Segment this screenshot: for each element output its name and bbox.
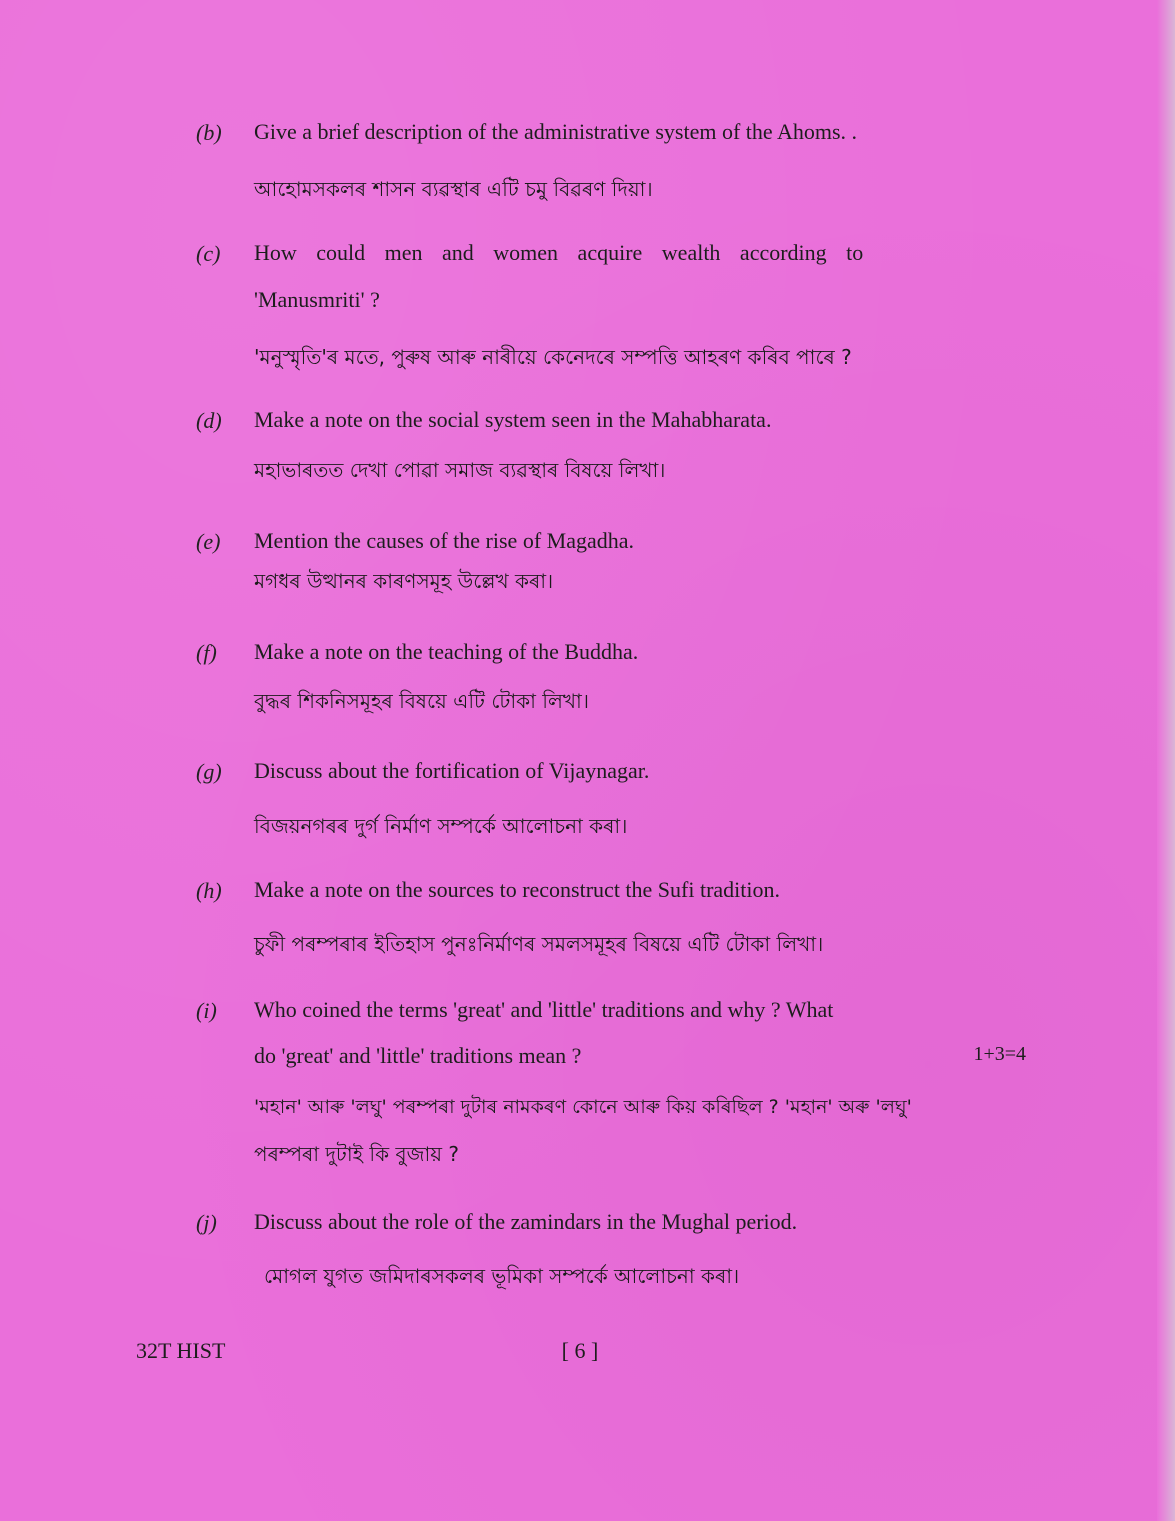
question-text-en: How could men and women acquire wealth according to xyxy=(254,240,864,265)
question-text-en: Make a note on the sources to reconstruct the Sufi tradition. xyxy=(254,877,781,902)
paper-edge xyxy=(1157,0,1175,1521)
question-text-bn: মহাভাৰতত দেখা পোৱা সমাজ ব্যৱস্থাৰ বিষয়ে লিখা। xyxy=(254,458,666,482)
question-label: (c) xyxy=(196,241,221,266)
question-text-bn: আহোমসকলৰ শাসন ব্যৱস্থাৰ এটি চমু বিৱৰণ দিয়া। xyxy=(254,177,653,201)
question-text-en-cont: 'Manusmriti' ? xyxy=(254,287,380,312)
question-text-bn: বুদ্ধৰ শিকনিসমূহৰ বিষয়ে এটি টোকা লিখা। xyxy=(254,689,589,713)
question-label: (j) xyxy=(196,1210,217,1235)
question-text-en: Discuss about the role of the zamindars in the Mughal period. xyxy=(254,1209,798,1234)
question-text-en: Discuss about the fortification of Vijaynagar. xyxy=(254,758,650,783)
question-label: (b) xyxy=(196,120,222,145)
question-text-en: Who coined the terms 'great' and 'little' traditions and why ? What xyxy=(254,997,834,1022)
question-text-en: Mention the causes of the rise of Magadha. xyxy=(254,528,634,553)
paper-code: 32T HIST xyxy=(136,1338,226,1363)
question-label: (d) xyxy=(196,408,222,433)
question-text-bn: 'মনুস্মৃতি'ৰ মতে, পুৰুষ আৰু নাৰীয়ে কেনেদৰে সম্পত্তি আহৰণ কৰিব পাৰে ? xyxy=(254,345,852,369)
question-text-en: Make a note on the teaching of the Buddha. xyxy=(254,639,639,664)
question-label: (f) xyxy=(196,640,217,665)
page-number: [ 6 ] xyxy=(561,1338,599,1363)
question-label: (i) xyxy=(196,998,217,1023)
question-text-bn: মোগল যুগত জমিদাৰসকলৰ ভূমিকা সম্পৰ্কে আলোচনা কৰা। xyxy=(264,1264,740,1288)
question-text-bn: মগধৰ উত্থানৰ কাৰণসমূহ উল্লেখ কৰা। xyxy=(254,569,554,593)
marks-allocation: 1+3=4 xyxy=(973,1043,1026,1065)
question-text-bn-cont: পৰম্পৰা দুটাই কি বুজায় ? xyxy=(254,1142,460,1166)
question-label: (h) xyxy=(196,878,222,903)
question-label: (g) xyxy=(196,759,222,784)
question-text-en: Make a note on the social system seen in the Mahabharata. xyxy=(254,407,772,432)
question-text-bn: চুফী পৰম্পৰাৰ ইতিহাস পুনঃনিৰ্মাণৰ সমলসমূহৰ বিষয়ে এটি টোকা লিখা। xyxy=(254,932,824,956)
question-text-en-cont: do 'great' and 'little' traditions mean ? xyxy=(254,1043,582,1068)
question-text-bn: 'মহান' আৰু 'লঘু' পৰম্পৰা দুটাৰ নামকৰণ কোনে আৰু কিয় কৰিছিল ? 'মহান' অৰু 'লঘু' xyxy=(254,1096,912,1118)
question-text-en: Give a brief description of the administrative system of the Ahoms. . xyxy=(254,119,858,144)
question-text-bn: বিজয়নগৰৰ দুৰ্গ নিৰ্মাণ সম্পৰ্কে আলোচনা কৰা। xyxy=(254,814,628,838)
question-label: (e) xyxy=(196,529,221,554)
